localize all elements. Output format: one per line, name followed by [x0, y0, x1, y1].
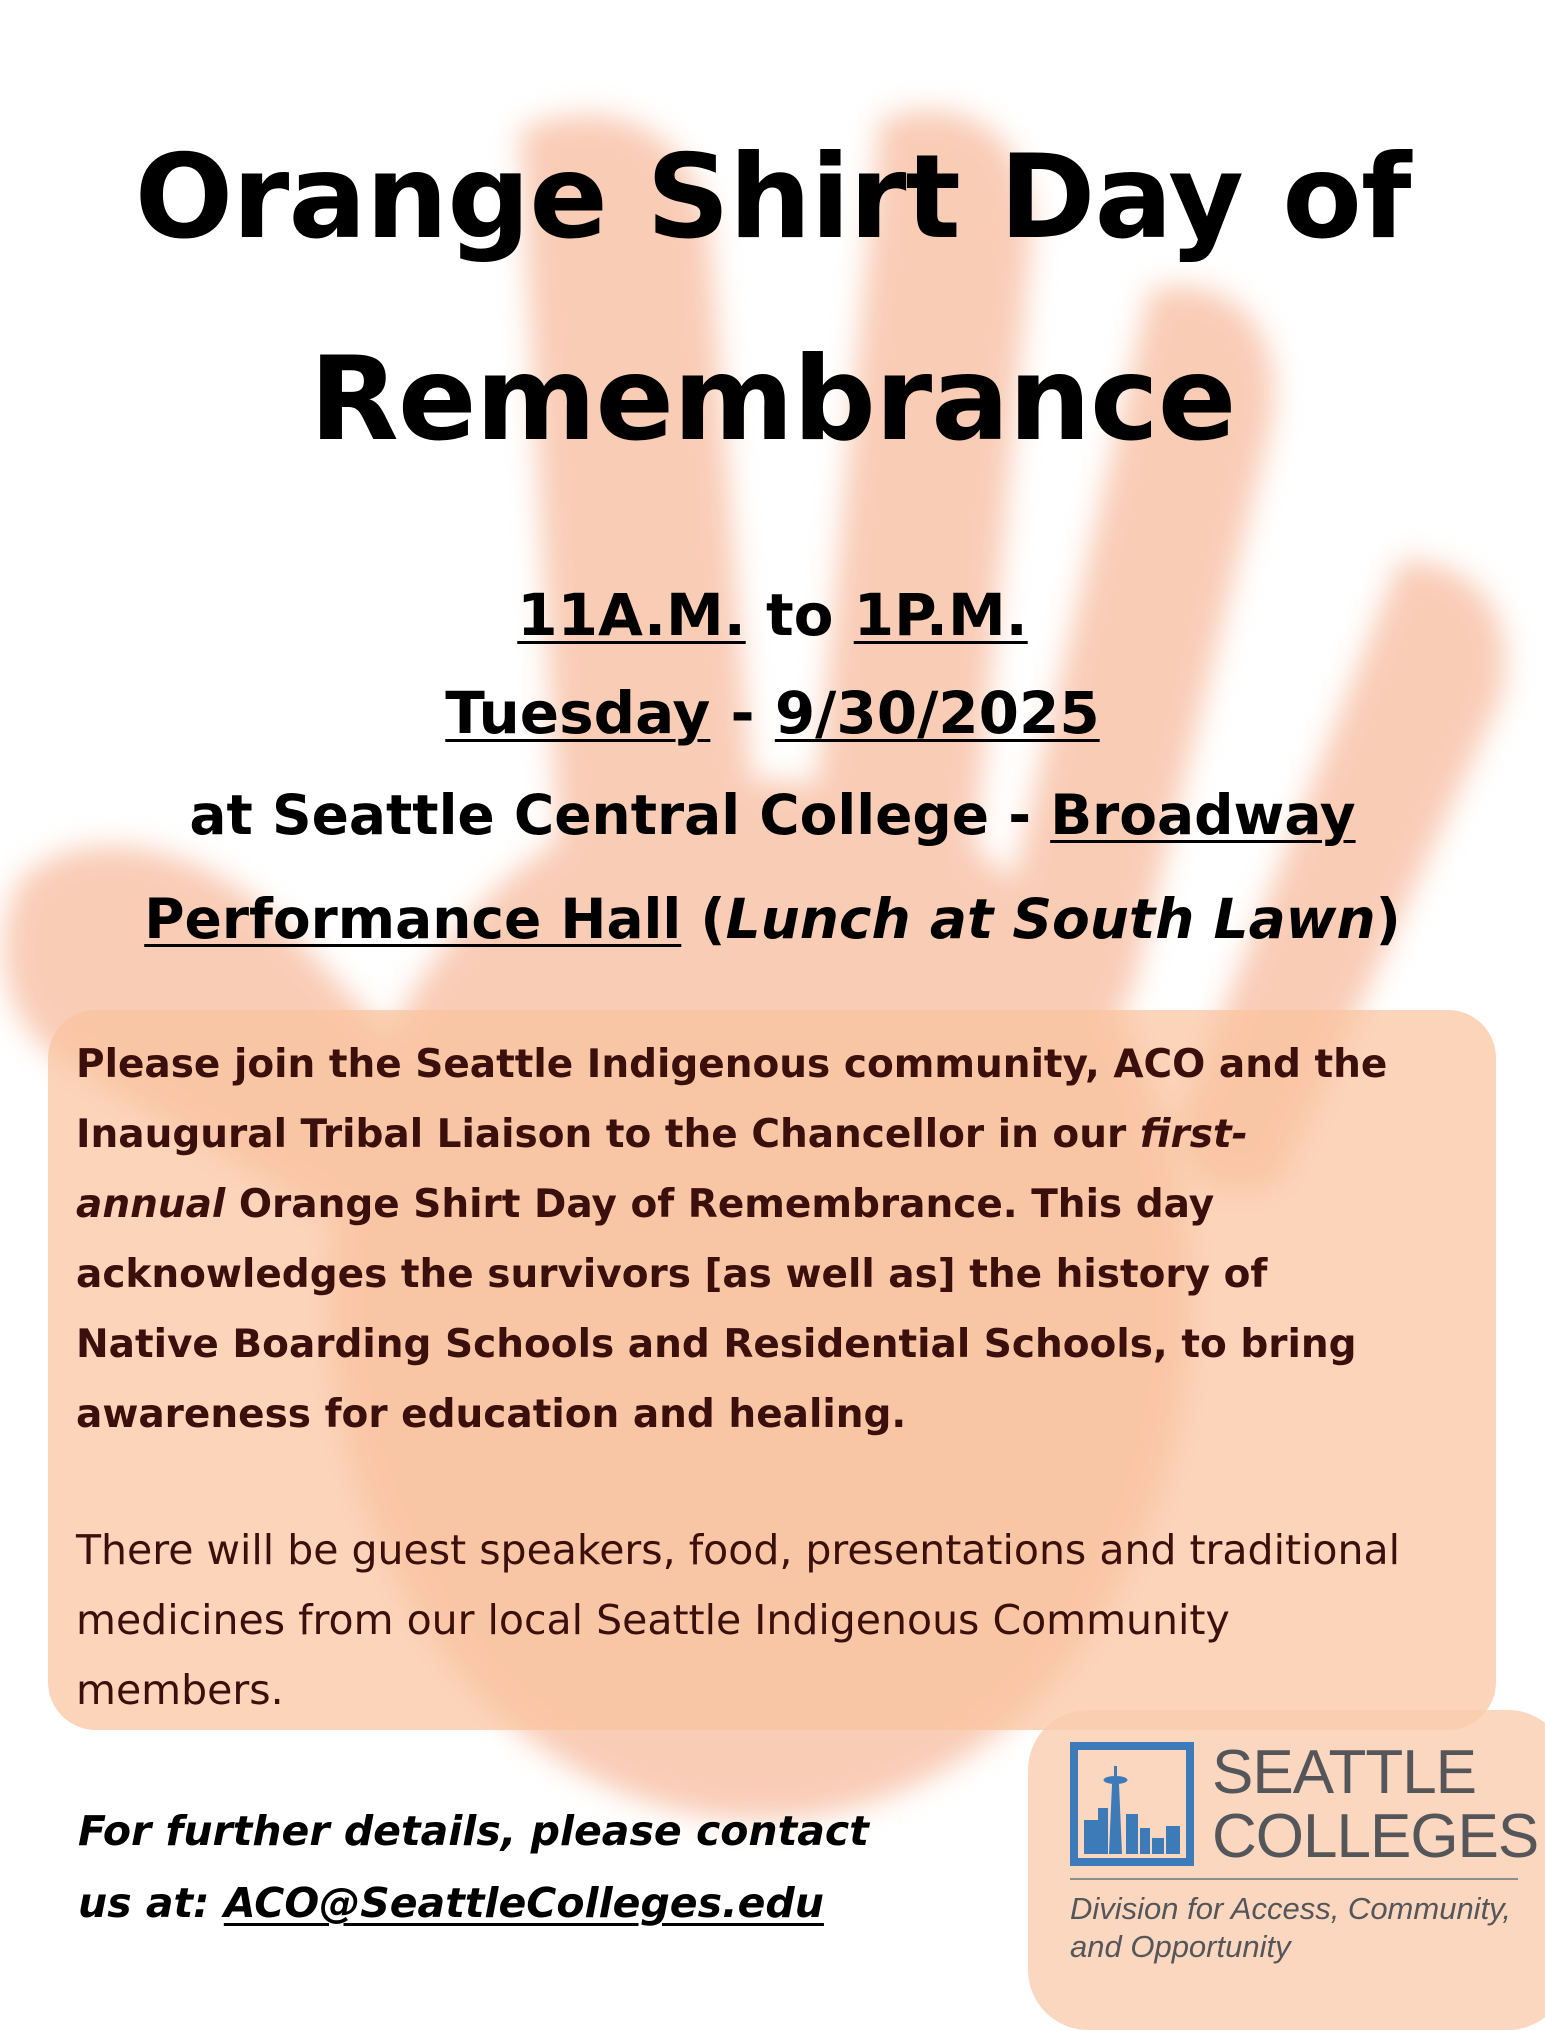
- contact-block: [78, 1795, 978, 1939]
- event-venue-part-1: Broadway: [1050, 783, 1356, 847]
- lunch-close-paren: ): [1375, 887, 1401, 951]
- info-p1-line-1: Please join the Seattle Indigenous community, ACO and the: [76, 1042, 1388, 1087]
- title-line-2: Remembrance: [309, 332, 1236, 467]
- event-location-line-1: [0, 780, 1545, 850]
- info-p1-line-2: [76, 1100, 1476, 1170]
- event-day: Tuesday: [445, 679, 711, 747]
- info-p1-line-3: [76, 1170, 1476, 1240]
- lunch-open-paren: (: [700, 887, 726, 951]
- contact-prefix: us at:: [78, 1879, 224, 1927]
- info-p1-line-3-text: Orange Shirt Day of Remembrance. This day: [225, 1182, 1215, 1227]
- event-location-prefix: at Seattle Central College -: [189, 783, 1032, 847]
- info-p1-line-2-italic: first-: [1139, 1112, 1248, 1157]
- logo-word-colleges: COLLEGES: [1212, 1802, 1539, 1871]
- lunch-note: Lunch at South Lawn: [725, 887, 1376, 951]
- event-end-time: 1P.M.: [853, 581, 1028, 649]
- event-venue-part-2: Performance Hall: [144, 887, 682, 951]
- info-p2-line-3: members.: [76, 1666, 284, 1714]
- logo-divider: [1070, 1878, 1518, 1880]
- space-needle-skyline-icon: [1070, 1742, 1194, 1866]
- contact-line-2: [78, 1867, 978, 1939]
- contact-line-1: For further details, please contact: [78, 1807, 869, 1855]
- event-date-joiner: -: [730, 679, 755, 747]
- logo-subtitle-line-2: and Opportunity: [1070, 1929, 1291, 1964]
- info-p2-line-2: medicines from our local Seattle Indigenous Community: [76, 1596, 1230, 1644]
- info-p1-line-5: Native Boarding Schools and Residential Schools, to bring: [76, 1322, 1357, 1367]
- info-p1-line-2-text: Inaugural Tribal Liaison to the Chancellor in our: [76, 1112, 1140, 1157]
- event-time-joiner: to: [765, 581, 834, 649]
- logo-subtitle-line-1: Division for Access, Community,: [1070, 1891, 1511, 1926]
- info-paragraph-1: [76, 1030, 1476, 1450]
- info-p1-line-6: awareness for education and healing.: [76, 1392, 907, 1437]
- event-start-time: 11A.M.: [517, 581, 746, 649]
- info-paragraph-2: [76, 1515, 1476, 1725]
- event-date: [0, 678, 1545, 748]
- logo-word-seattle: SEATTLE: [1212, 1738, 1477, 1807]
- event-time: [0, 580, 1545, 650]
- event-date-value: 9/30/2025: [774, 679, 1100, 747]
- info-p1-line-3-italic: annual: [76, 1182, 226, 1227]
- info-p1-line-4: acknowledges the survivors [as well as] the history of: [76, 1252, 1268, 1297]
- logo-subtitle: [1070, 1890, 1511, 1966]
- title-line-1: Orange Shirt Day of: [134, 130, 1411, 265]
- contact-email-link[interactable]: ACO@SeattleColleges.edu: [223, 1879, 824, 1927]
- info-p2-line-1: There will be guest speakers, food, presentations and traditional: [76, 1526, 1401, 1574]
- event-location-line-2: [0, 884, 1545, 954]
